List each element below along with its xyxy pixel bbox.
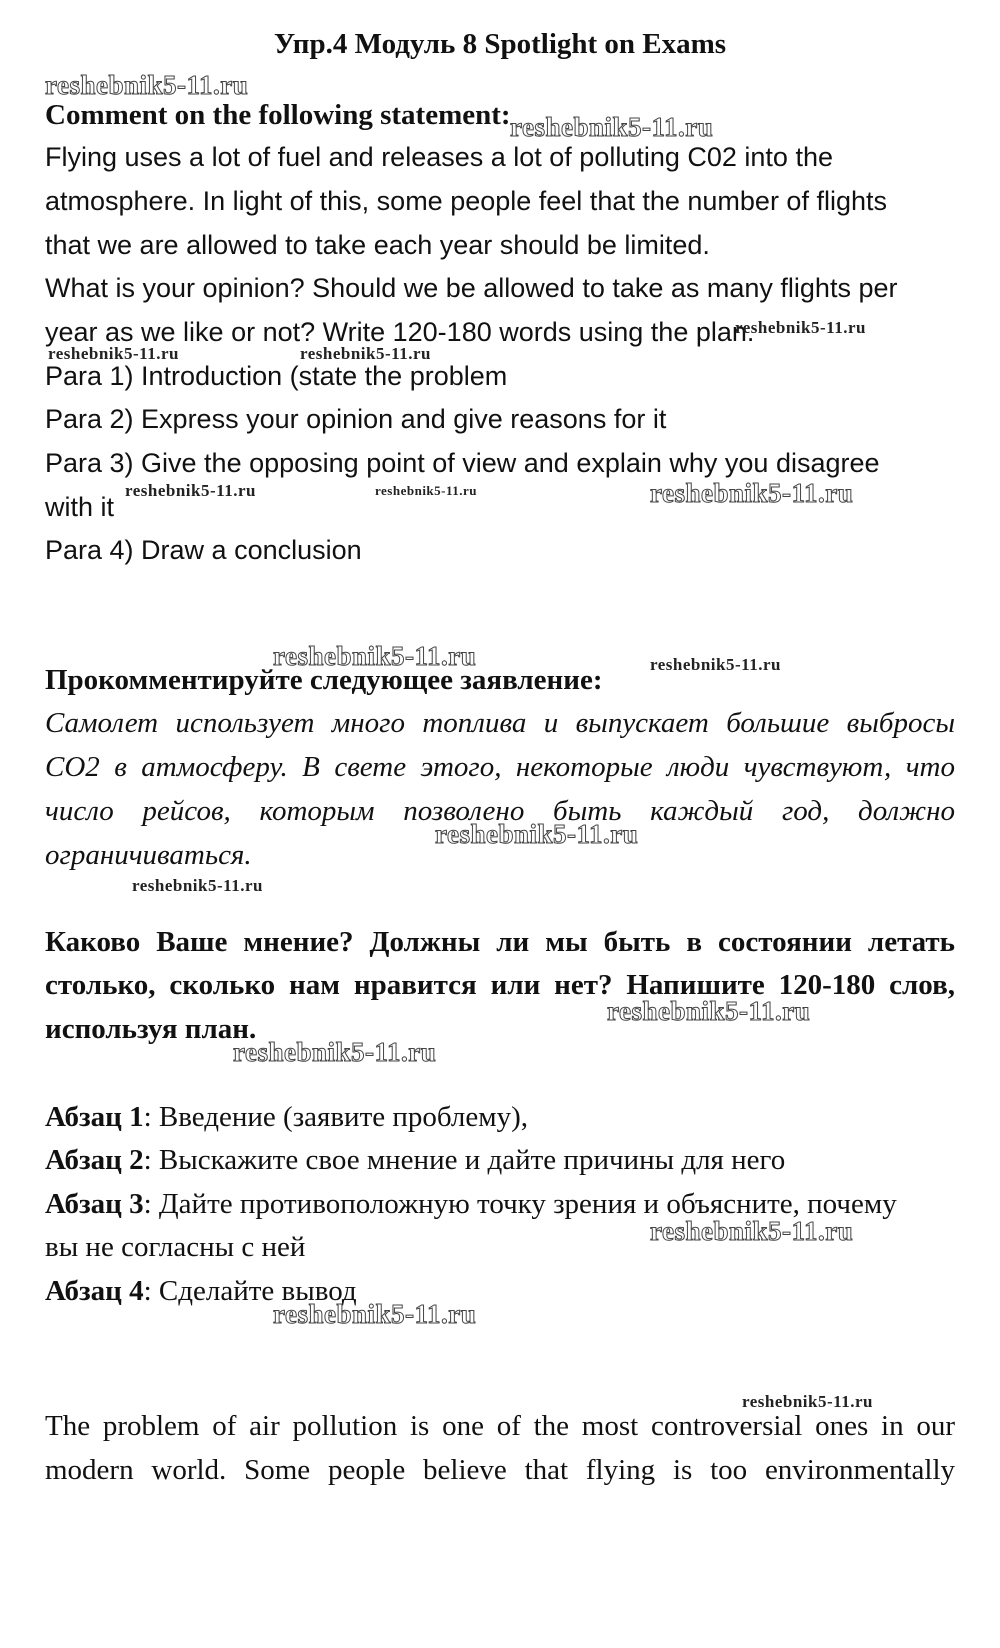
russian-plan-2 xyxy=(45,1137,955,1183)
watermark: reshebnik5-11.ru xyxy=(650,655,781,674)
watermark: reshebnik5-11.ru xyxy=(132,876,263,895)
essay-line-2: modern world. Some people believe that flying is too environmentally xyxy=(45,1454,955,1486)
russian-plan-1-text: : Введение (заявите проблему), xyxy=(143,1101,529,1133)
watermark: reshebnik5-11.ru xyxy=(45,70,249,100)
russian-question-1: Каково Ваше мнение? Должны ли мы быть в состоянии летать xyxy=(45,926,955,958)
russian-plan-1-label: Абзац 1 xyxy=(45,1101,144,1133)
russian-question-3: используя план. xyxy=(45,1013,257,1045)
essay-line-1: The problem of air pollution is one of the most controversial ones in our xyxy=(45,1410,955,1442)
watermark: reshebnik5-11.ru xyxy=(435,819,639,849)
watermark: reshebnik5-11.ru xyxy=(510,112,714,142)
watermark: reshebnik5-11.ru xyxy=(233,1037,437,1067)
russian-plan-2-text: : Выскажите свое мнение и дайте причины для него xyxy=(143,1144,786,1176)
english-plan-1: Para 1) Introduction (state the problem xyxy=(45,361,508,391)
russian-statement-4: ограничиваться. xyxy=(45,839,252,871)
english-plan-2: Para 2) Express your opinion and give reasons for it xyxy=(45,404,667,434)
english-line-1: Flying uses a lot of fuel and releases a lot of polluting C02 into the xyxy=(45,142,833,172)
russian-plan-1 xyxy=(45,1094,955,1140)
russian-statement-2: СО2 в атмосферу. В свете этого, некоторые люди чувствуют, что xyxy=(45,751,955,783)
watermark: reshebnik5-11.ru xyxy=(742,1392,873,1411)
watermark: reshebnik5-11.ru xyxy=(375,483,478,498)
russian-plan-4 xyxy=(45,1268,955,1314)
watermark: reshebnik5-11.ru xyxy=(735,318,866,337)
watermark: reshebnik5-11.ru xyxy=(273,641,477,671)
english-line-2: atmosphere. In light of this, some people feel that the number of flights xyxy=(45,186,887,216)
watermark: reshebnik5-11.ru xyxy=(125,481,256,500)
russian-statement-1: Самолет использует много топлива и выпускает большие выбросы xyxy=(45,707,955,739)
russian-plan-4-label: Абзац 4 xyxy=(45,1275,144,1307)
watermark: reshebnik5-11.ru xyxy=(650,1216,854,1246)
english-line-5: year as we like or not? Write 120-180 words using the plan. xyxy=(45,317,755,347)
english-plan-3-cont: with it xyxy=(45,492,115,522)
russian-question-2: столько, сколько нам нравится или нет? Напишите 120-180 слов, xyxy=(45,969,955,1001)
watermark: reshebnik5-11.ru xyxy=(650,478,854,508)
russian-plan-3-label: Абзац 3 xyxy=(45,1188,144,1220)
english-plan-3: Para 3) Give the opposing point of view and explain why you disagree xyxy=(45,448,880,478)
russian-plan-4-text: : Сделайте вывод xyxy=(143,1275,357,1307)
russian-plan-3-text: : Дайте противоположную точку зрения и объясните, почему xyxy=(143,1188,897,1220)
watermark: reshebnik5-11.ru xyxy=(300,344,431,363)
english-line-4: What is your opinion? Should we be allowed to take as many flights per xyxy=(45,273,898,303)
russian-statement-3: число рейсов, которым позволено быть каждый год, должно xyxy=(45,795,955,827)
russian-plan-3-cont-text: вы не согласны с ней xyxy=(45,1231,306,1263)
english-plan-4: Para 4) Draw a conclusion xyxy=(45,535,362,565)
watermark: reshebnik5-11.ru xyxy=(48,344,179,363)
english-line-3: that we are allowed to take each year should be limited. xyxy=(45,230,710,260)
english-heading: Comment on the following statement: xyxy=(45,99,511,131)
russian-plan-2-label: Абзац 2 xyxy=(45,1144,144,1176)
page-title: Упр.4 Модуль 8 Spotlight on Exams xyxy=(273,28,727,60)
watermark: reshebnik5-11.ru xyxy=(607,996,811,1026)
russian-heading: Прокомментируйте следующее заявление: xyxy=(45,664,603,696)
watermark: reshebnik5-11.ru xyxy=(273,1299,477,1329)
